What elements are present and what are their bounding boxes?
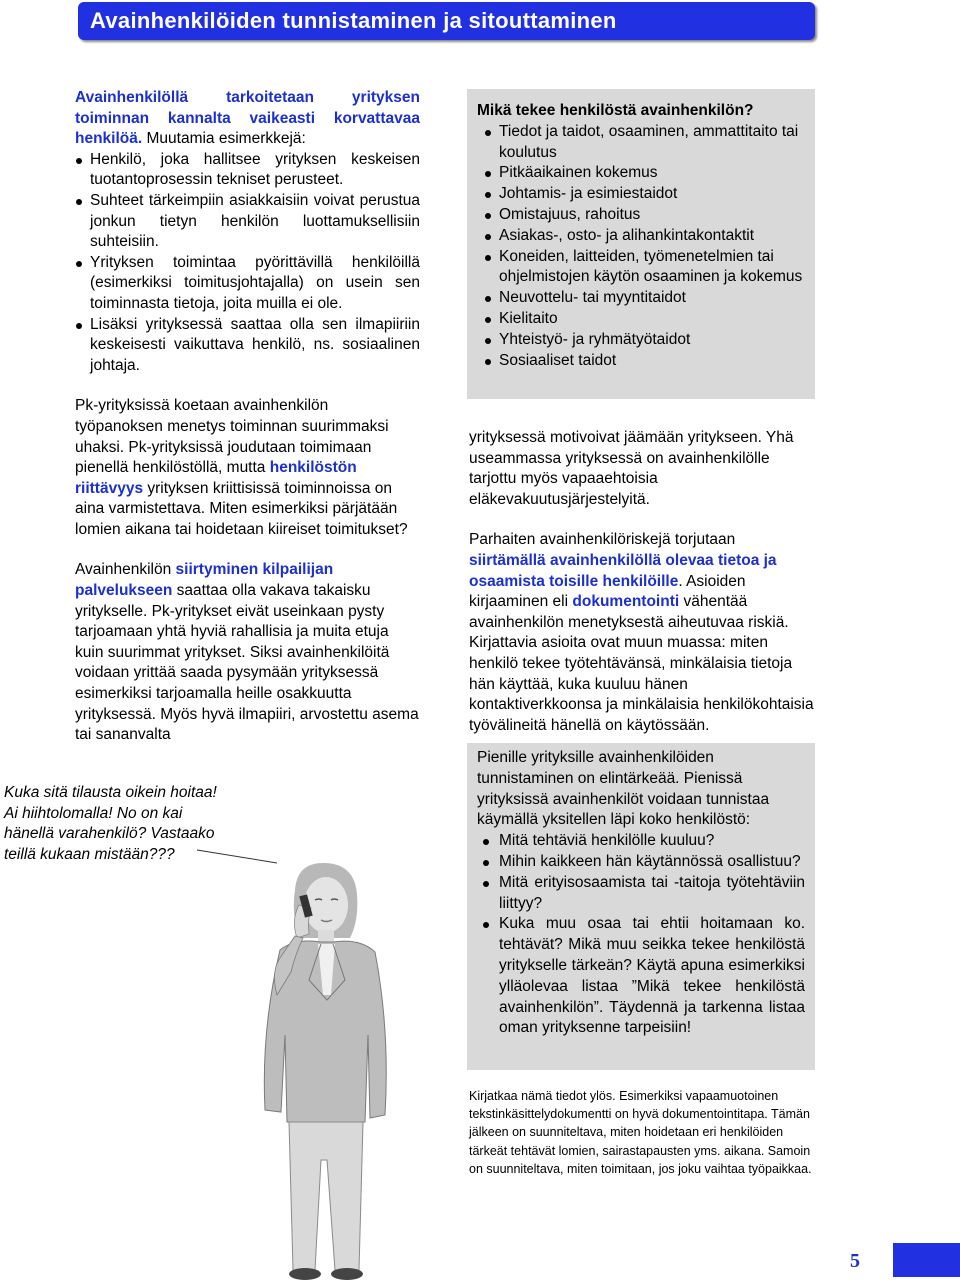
example-list [75,150,420,377]
box-intro: Pienille yrityksille avainhenkilöiden tunnistaminen on elintärkeää. Pienissä yrityksissä avainhenkilöt voidaan tunnistaa käymällä yksitellen läpi koko henkilöstö: [477,749,770,829]
woman-on-phone-photo [225,860,425,1288]
list-item: Yrityksen toimintaa pyörittävillä henkilöillä (esimerkiksi toimitusjohtajalla) on usein sen toiminnasta tietoja, joita muilla ei ole. [75,253,420,315]
paragraph-motivation: yrityksessä motivoivat jäämään yritykseen. Yhä useammassa yrityksessä on avainhenkilölle tarjottu myös vapaaehtoisia eläkevakuutusjärjestelyitä. [469,429,794,508]
intro-rest: Muutamia esimerkkejä: [142,130,306,148]
list-item: Asiakas-, osto- ja alihankintakontaktit [477,226,809,247]
list-item: Mitä erityisosaamista tai -taitoja työtehtäviin liittyy? [477,873,805,915]
page-title-bar [78,2,815,40]
paragraph-documentation: Parhaiten avainhenkilöriskejä torjutaan siirtämällä avainhenkilöllä olevaa tietoa ja osaamista toisille henkilöille. Asioiden kirjaaminen eli dokumentointi vähentää avainhenkilön menetyksestä aiheutuvaa riskiä. Kirjattavia asioita ovat muun muassa: miten henkilö tekee työtehtävänsä, minkälaisia tietoja hän käyttää, kuka kuuluu hänen kontaktiverkkoonsa ja minkälaisia henkilökohtaisia työvälineitä hänellä on käytössään. [469,531,814,734]
list-item: Henkilö, joka hallitsee yrityksen keskeisen tuotantoprosessin tekniset perusteet. [75,150,420,191]
box-heading: Mikä tekee henkilöstä avainhenkilön? [477,102,754,119]
list-item: Pitkäaikainen kokemus [477,163,809,184]
question-list [477,831,805,1039]
intro-highlight: Avainhenkilöllä tarkoitetaan yrityksen toiminnan kannalta vaikeasti korvattavaa henkilöä. [75,89,420,148]
list-item: Omistajuus, rahoitus [477,205,809,226]
right-column [469,428,814,736]
list-item: Johtamis- ja esimiestaidot [477,184,809,205]
highlight-knowledge-transfer: siirtämällä avainhenkilöllä olevaa tietoa ja osaamista toisille henkilöille [469,551,777,590]
list-item: Kielitaito [477,309,809,330]
list-item: Koneiden, laitteiden, työmenetelmien tai ohjelmistojen käytön osaaminen ja kokemus [477,247,809,289]
list-item: Lisäksi yrityksessä saattaa olla sen ilmapiiriin keskeisesti vaikuttava henkilö, ns. sosiaalinen johtaja. [75,315,420,377]
page-title: Avainhenkilöiden tunnistaminen ja sitouttaminen [90,8,617,33]
identification-box [467,743,815,1070]
list-item: Tiedot ja taidot, osaaminen, ammattitaito tai koulutus [477,122,809,164]
left-column [75,88,420,746]
list-item: Mitä tehtäviä henkilölle kuuluu? [477,831,805,852]
key-person-traits-box [467,89,815,399]
list-item: Sosiaaliset taidot [477,351,809,372]
list-item: Neuvottelu- tai myyntitaidot [477,288,809,309]
list-item: Kuka muu osaa tai ehtii hoitamaan ko. tehtävät? Mikä muu seikka tekee henkilöstä yritykselle tärkeän? Käytä apuna esimerkiksi ylläolevaa listaa ”Mikä tekee henkilöstä avainhenkilön”. Täydennä ja tarkenna listaa oman yrityksenne tarpeisiin! [477,914,805,1039]
list-item: Suhteet tärkeimpiin asiakkaisiin voivat perustua jonkun tietyn henkilön luottamuksellisiin suhteisiin. [75,191,420,253]
paragraph-competitor: Avainhenkilön siirtyminen kilpailijan palvelukseen saattaa olla vakava takaisku yritykselle. Pk-yritykset eivät useinkaan pysty tarjoamaan yhtä hyviä rahallisia ja muita etuja kuin suurimmat yritykset. Siksi avainhenkilöitä voidaan yrittää saada pysymään yrityksessä esimerkiksi tarjoamalla heille osakkuutta yrityksessä. Myös hyvä ilmapiiri, arvostettu asema tai sananvalta [75,561,419,744]
highlight-documentation: dokumentointi [572,593,680,611]
highlight-staff-sufficiency: henkilöstön riittävyys [75,459,357,497]
traits-list [477,122,809,372]
paragraph-staffing: Pk-yrityksissä koetaan avainhenkilön työpanoksen menetys toiminnan suurimmaksi uhaksi. Pk-yrityksissä joudutaan toimimaan pienellä henkilöstöllä, mutta henkilöstön riittävyys yrityksen kriittisissä toiminnoissa on aina varmistettava. Miten esimerkiksi pärjätään lomien aikana tai hoidetaan kiireiset toimitukset? [75,397,408,538]
corner-decoration [893,1243,960,1277]
list-item: Mihin kaikkeen hän käytännössä osallistuu? [477,852,805,873]
list-item: Yhteistyö- ja ryhmätyötaidot [477,330,809,351]
intro-paragraph [75,88,420,150]
highlight-competitor: siirtyminen kilpailijan palvelukseen [75,561,334,600]
page-number: 5 [850,1250,860,1272]
small-note: Kirjatkaa nämä tiedot ylös. Esimerkiksi vapaamuotoinen tekstinkäsittelydokumentti on hyvä dokumentointitapa. Tämän jälkeen on suunniteltava, miten hoidetaan eri henkilöiden tärkeät tehtävät lomien, sairastapausten yms. aikana. Samoin on suunniteltava, miten toimitaan, jos joku vaihtaa työpaikkaa. [469,1089,812,1176]
speech-caption: Kuka sitä tilausta oikein hoitaa! Ai hiihtolomalla! No on kai hänellä varahenkilö? Vastaako teillä kukaan mistään??? [4,784,217,863]
